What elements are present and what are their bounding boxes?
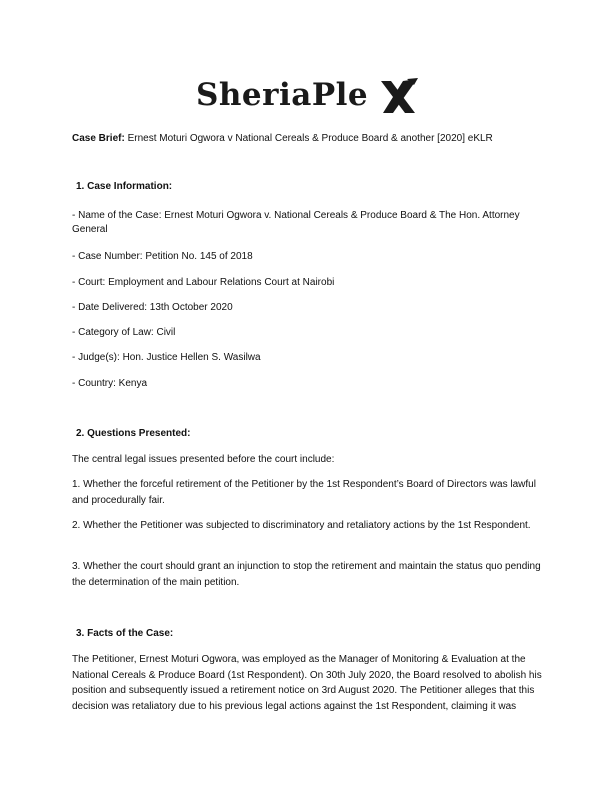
date-delivered: - Date Delivered: 13th October 2020 xyxy=(72,302,233,313)
case-brief-title: Ernest Moturi Ogwora v National Cereals & Produce Board & another [2020] eKLR xyxy=(124,133,493,144)
facts-body: The Petitioner, Ernest Moturi Ogwora, was employed as the Manager of Monitoring & Evaluation at the National Cereals & Produce Board (1st Respondent). On 30th July 2020, the Board resolved to abolish his position and subsequently issued a retirement notice on 3rd August 2020. The Petitioner alleges that this decision was retaliatory due to his previous legal actions against the 1st Respondent, claiming it was xyxy=(72,654,542,712)
judges: - Judge(s): Hon. Justice Hellen S. Wasilwa xyxy=(72,352,261,363)
section-heading-case-information: 1. Case Information: xyxy=(76,181,173,192)
question-1: 1. Whether the forceful retirement of the Petitioner by the 1st Respondent’s Board of Directors was lawful and procedurally fair. xyxy=(72,479,536,506)
case-number: - Case Number: Petition No. 145 of 2018 xyxy=(72,251,253,262)
category-of-law: - Category of Law: Civil xyxy=(72,327,176,338)
case-brief-line xyxy=(72,131,542,146)
country: - Country: Kenya xyxy=(72,378,148,389)
court: - Court: Employment and Labour Relations Court at Nairobi xyxy=(72,277,335,288)
case-brief-label: Case Brief: xyxy=(72,133,125,144)
section-heading-questions-presented: 2. Questions Presented: xyxy=(76,428,191,439)
logo-text: SheriaPle xyxy=(196,77,369,113)
case-name-line-1: - Name of the Case: Ernest Moturi Ogwora v. National Cereals & Produce Board & The Hon. Attorney xyxy=(72,210,520,221)
question-2: 2. Whether the Petitioner was subjected to discriminatory and retaliatory actions by the 1st Respondent. xyxy=(72,520,531,531)
question-3: 3. Whether the court should grant an injunction to stop the retirement and maintain the status quo pending the determination of the main petition. xyxy=(72,561,541,588)
questions-intro: The central legal issues presented before the court include: xyxy=(72,454,335,465)
section-heading-facts: 3. Facts of the Case: xyxy=(76,628,174,639)
sheriaplex-logo xyxy=(196,74,426,120)
case-name-line-2: General xyxy=(72,224,108,235)
logo-x-mark-icon xyxy=(377,77,419,117)
